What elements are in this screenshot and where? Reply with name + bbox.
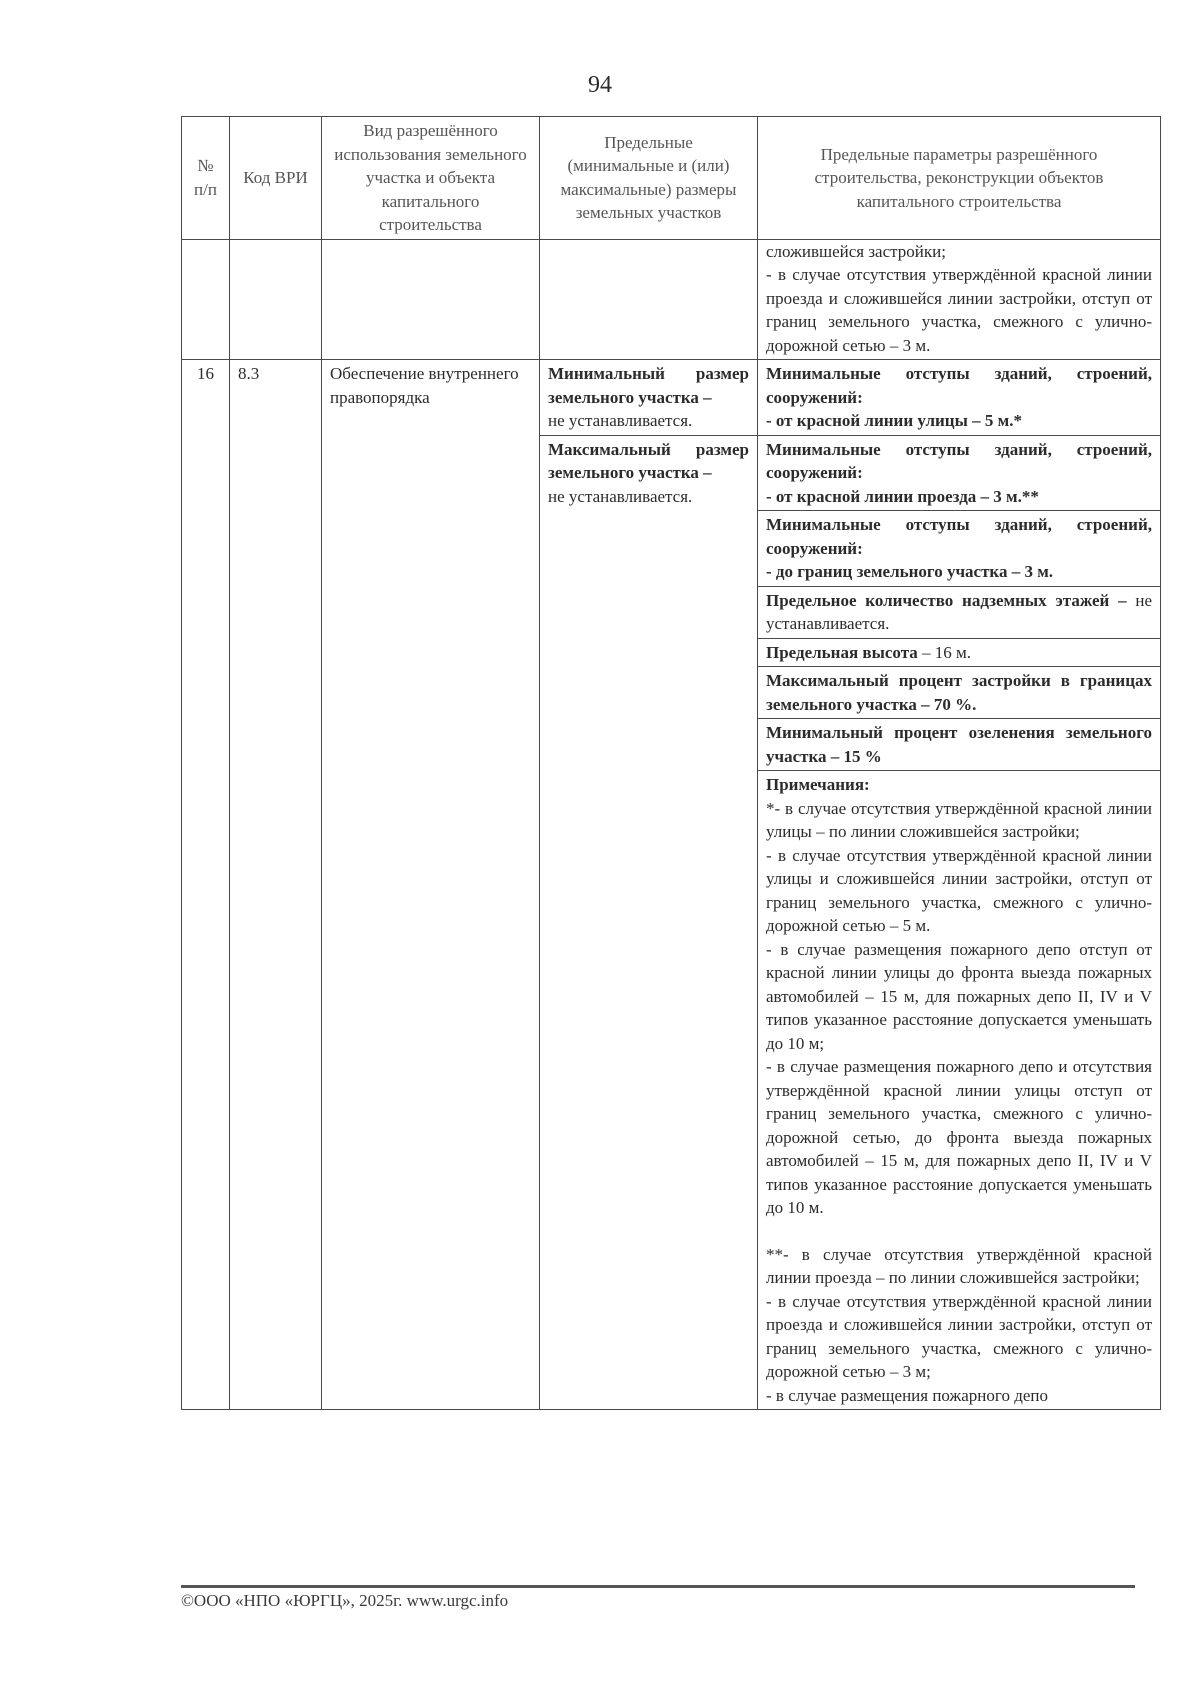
param-cell-2: [758, 435, 1161, 511]
table-row: [182, 360, 1161, 436]
header-code: Код ВРИ: [230, 117, 322, 240]
param-2-label: Минимальные отступы зданий, строений, сооружений:: [766, 439, 1152, 482]
page-number: 94: [588, 72, 612, 98]
param-3-label: Минимальные отступы зданий, строений, сооружений:: [766, 515, 1152, 558]
param-2-value: - от красной линии проезда – 3 м.**: [766, 486, 1039, 506]
param-5-label: Предельная высота: [766, 642, 918, 662]
param-1-value: - от красной линии улицы – 5 м.*: [766, 411, 1022, 430]
note-item: - в случае отсутствия утверждённой красной линии проезда и сложившейся линии застройки, отступ от границ земельного участка, смежного с улично-дорожной сетью – 3 м;: [766, 1291, 1152, 1381]
param-cell-5: [758, 638, 1161, 667]
param-7-value: – 15 %: [826, 746, 882, 766]
header-use: Вид разрешённого использования земельного участка и объекта капитального строительства: [322, 117, 540, 240]
min-size-label: Минимальный размер земельного участка –: [548, 364, 749, 407]
param-4-label: Предельное количество надземных этажей –: [766, 590, 1127, 610]
note-item: - в случае размещения пожарного депо отступ от красной линии улицы до фронта выезда пожарных автомобилей – 15 м, для пожарных депо II, IV и V типов указанное расстояние допускается уменьшать до 10 м;: [766, 939, 1152, 1053]
row-number: 16: [182, 360, 230, 1410]
min-size-value: не устанавливается.: [548, 411, 693, 430]
note-item: - в случае размещения пожарного депо и отсутствия утверждённой красной линии улицы отступ от границ земельного участка, смежного с улично-дорожной сетью, до фронта выезда пожарных автомобилей – 15 м, для пожарных депо II, IV и V типов указанное расстояние допускается уменьшать до 10 м.: [766, 1057, 1152, 1217]
param-1-label: Минимальные отступы зданий, строений, сооружений:: [766, 364, 1152, 407]
min-size-cell: [540, 360, 758, 436]
max-size-value: не устанавливается.: [548, 486, 693, 506]
param-cell-7: [758, 719, 1161, 771]
header-params: Предельные параметры разрешённого строительства, реконструкции объектов капитального строительства: [758, 117, 1161, 240]
note-item: **- в случае отсутствия утверждённой красной линии проезда – по линии сложившейся застройки;: [766, 1244, 1152, 1287]
max-size-label: Максимальный размер земельного участка –: [548, 439, 749, 482]
param-5-value: – 16 м.: [917, 642, 972, 662]
continuation-cell: [758, 239, 1161, 360]
param-cell-6: [758, 667, 1161, 719]
param-4-value: не устанавливается.: [766, 590, 1152, 633]
notes-title: Примечания:: [766, 775, 870, 794]
param-cell-3: [758, 511, 1161, 587]
note-item: *- в случае отсутствия утверждённой красной линии улицы – по линии сложившейся застройки;: [766, 798, 1152, 841]
row-code: 8.3: [230, 360, 322, 1410]
param-7-label: Минимальный процент озеленения земельного участка: [766, 723, 1152, 766]
param-3-value: - до границ земельного участка – 3 м.: [766, 562, 1054, 581]
footer-copyright: ©ООО «НПО «ЮРГЦ», 2025г. www.urgc.info: [181, 1591, 509, 1610]
param-cell-4: [758, 586, 1161, 638]
continuation-line-2: - в случае отсутствия утверждённой красной линии проезда и сложившейся линии застройки, отступ от границ земельного участка, смежного с улично-дорожной сетью – 3 м.: [766, 265, 1152, 355]
row-use-type: Обеспечение внутреннего правопорядка: [322, 360, 540, 1410]
continuation-line-1: сложившейся застройки;: [766, 241, 946, 261]
note-spacer: [766, 1220, 1152, 1243]
note-item: - в случае размещения пожарного депо: [766, 1385, 1048, 1405]
table-header-row: [182, 117, 1161, 240]
header-sizes: Предельные (минимальные и (или) максимальные) размеры земельных участков: [540, 117, 758, 240]
footer-rule: [181, 1585, 1135, 1588]
max-size-cell: [540, 435, 758, 1410]
param-6-label: Максимальный процент застройки в границах земельного участка: [766, 671, 1152, 714]
notes-cell: [758, 771, 1161, 1410]
param-cell-1: [758, 360, 1161, 436]
zoning-table: [181, 116, 1161, 1410]
header-num: № п/п: [182, 117, 230, 240]
note-item: - в случае отсутствия утверждённой красной линии улицы и сложившейся линии застройки, отступ от границ земельного участка, смежного с улично-дорожной сетью – 5 м.: [766, 845, 1152, 935]
continuation-row: [182, 239, 1161, 360]
param-6-value: – 70 %.: [916, 694, 977, 714]
